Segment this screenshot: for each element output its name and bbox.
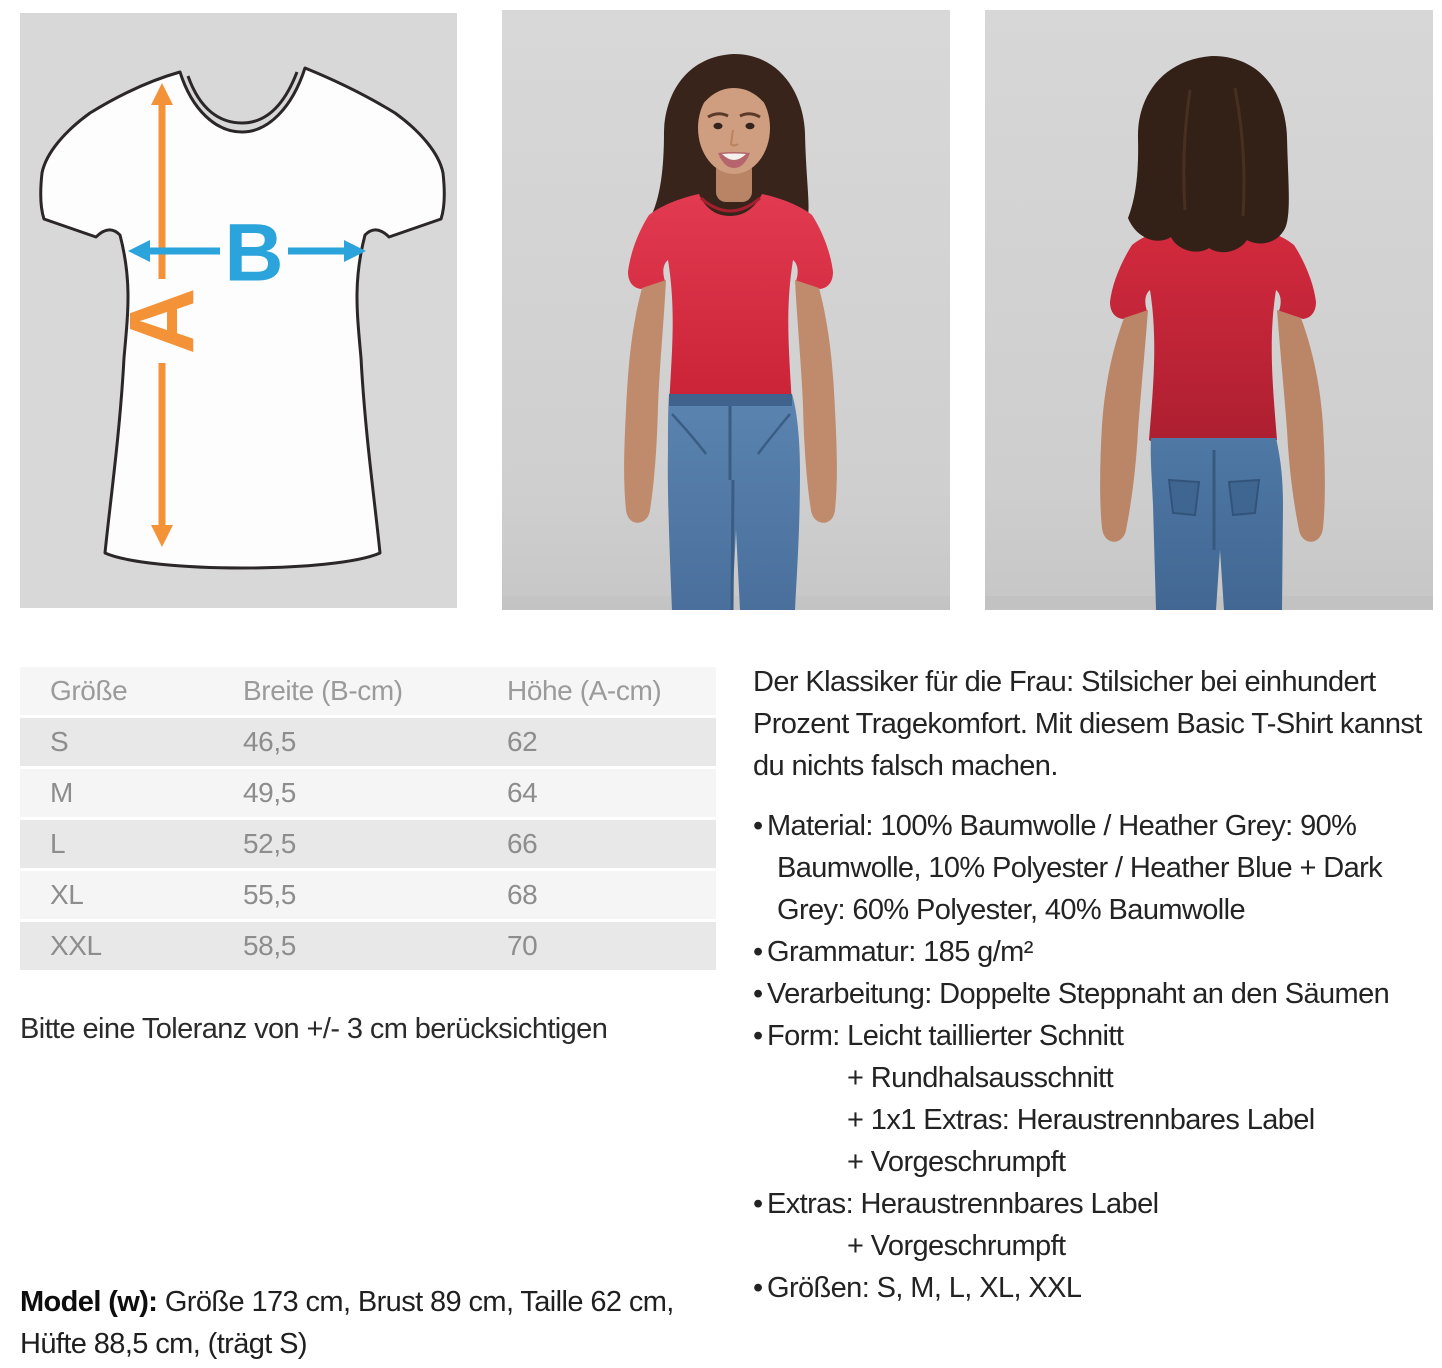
size-cell: S [50,726,69,757]
size-table-body [20,718,716,970]
bullet-icon: • [753,810,763,842]
bullet-icon: • [753,936,763,968]
table-row [20,922,716,970]
feature-item-body [767,1267,1442,1309]
feature-item-body [767,1015,1442,1183]
height-cell: 70 [507,930,538,961]
feature-item [753,1267,1442,1309]
feature-item-body [767,973,1442,1015]
right-eye [746,123,755,129]
feature-item-text: Größen: S, M, L, XL, XXL [767,1272,1082,1304]
feature-list [753,805,1442,1309]
height-cell: 68 [507,879,538,910]
model-info [20,1281,700,1365]
feature-item-body [767,931,1442,973]
jeans-waistband [669,394,792,406]
feature-item-text: Verarbeitung: Doppelte Steppnaht an den Säumen [767,978,1390,1010]
model-info-text: Größe 173 cm, Brust 89 cm, Taille 62 cm, Hüfte 88,5 cm, (trägt S) [20,1286,674,1360]
feature-item-text: Material: 100% Baumwolle / Heather Grey: 90% Baumwolle, 10% Polyester / Heather Blue + Dark Grey: 60% Polyester, 40% Baumwolle [767,810,1383,926]
feature-sub-item: + Vorgeschrumpft [847,1230,1066,1262]
bullet-icon: • [753,1188,763,1220]
product-description [753,661,1442,1309]
description-intro: Der Klassiker für die Frau: Stilsicher bei einhundert Prozent Tragekomfort. Mit diesem Basic T-Shirt kannst du nichts falsch machen. [753,666,1422,782]
bullet-icon: • [753,1272,763,1304]
col-header-width: Breite (B-cm) [243,675,403,706]
jeans-back [1151,438,1283,610]
width-cell: 52,5 [243,828,296,859]
size-cell: XL [50,879,84,910]
col-header-height: Höhe (A-cm) [507,675,662,706]
model-back-illustration [985,10,1433,610]
tolerance-note: Bitte eine Toleranz von +/- 3 cm berücksichtigen [20,1013,608,1045]
height-cell: 62 [507,726,538,757]
width-cell: 49,5 [243,777,296,808]
bullet-icon: • [753,978,763,1010]
table-row [20,718,716,766]
feature-sub-item: + Rundhalsausschnitt [847,1062,1114,1094]
feature-item [753,931,1442,973]
feature-item-body [767,805,1442,931]
model-back-photo [985,10,1433,610]
table-row [20,769,716,817]
feature-sub-item: + Vorgeschrumpft [847,1146,1066,1178]
size-cell: M [50,777,73,808]
jeans-left-pocket [1169,480,1199,515]
size-cell: XXL [50,930,102,961]
feature-sub-item: + 1x1 Extras: Heraustrennbares Label [847,1104,1315,1136]
feature-item [753,1015,1442,1183]
tshirt-measure-diagram [20,13,457,608]
width-cell: 46,5 [243,726,296,757]
height-cell: 66 [507,828,538,859]
height-cell: 64 [507,777,538,808]
feature-item-text: Extras: Heraustrennbares Label [767,1188,1159,1220]
size-diagram-panel [20,13,457,608]
width-cell: 58,5 [243,930,296,961]
size-table [20,667,716,973]
model-info-label: Model (w): [20,1286,158,1318]
model-front-illustration [502,10,950,610]
feature-item-text: Form: Leicht taillierter Schnitt [767,1020,1124,1052]
jeans-right-pocket [1229,480,1259,515]
model-front-photo [502,10,950,610]
left-eye [714,123,723,129]
feature-item [753,973,1442,1015]
feature-item-body [767,1183,1442,1267]
size-cell: L [50,828,66,859]
col-header-size: Größe [50,675,128,706]
bullet-icon: • [753,1020,763,1052]
size-table-header [20,667,716,715]
table-row [20,871,716,919]
feature-item [753,1183,1442,1267]
feature-item [753,805,1442,931]
width-cell: 55,5 [243,879,296,910]
measure-label-b: B [224,207,284,299]
table-row [20,820,716,868]
measure-label-a: A [111,287,213,355]
feature-item-text: Grammatur: 185 g/m² [767,936,1033,968]
